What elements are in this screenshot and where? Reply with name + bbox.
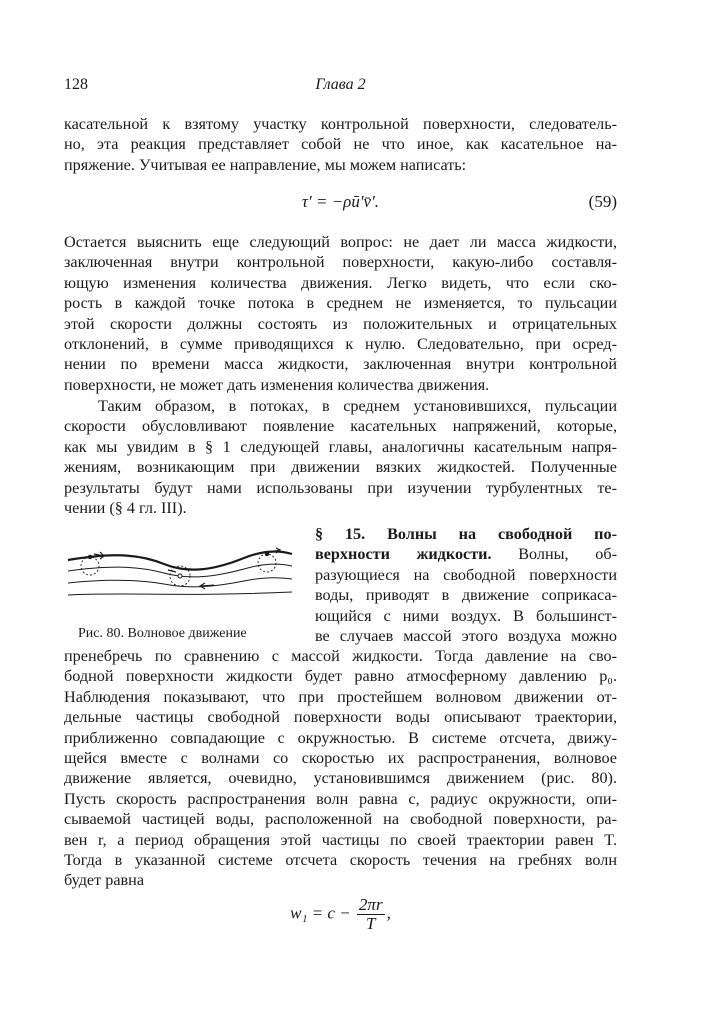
text-line: щейся вместе с волнами со скоростью их распространения, волновое [64,748,617,767]
text-line: Пусть скорость распространения волн равна c, радиус окружности, опи- [64,789,617,808]
equation-59 [64,192,617,218]
text-line: Остается выяснить еще следующий вопрос: не дает ли масса жидкости, [64,233,617,251]
text-line: Наблюдения показывают, что при простейшем волновом движении от- [64,687,617,706]
fraction-denominator: T [366,914,376,933]
page-header [64,76,617,100]
text-line: нении по времени масса жидкости, заключенная внутри контрольной [64,355,617,374]
text-line: будет равна [64,871,145,890]
text-line: дельные частицы свободной поверхности воды описывают траектории, [64,708,617,727]
text-line: результаты будут нами использованы при изучении турбулентных те- [64,478,617,497]
section-15-body [64,646,617,891]
text-line: движение является, очевидно, установившимся движением (рис. 80). [64,769,617,788]
equation-w1 [64,896,617,936]
text-line: пренебречь по сравнению с массой жидкости. Тогда давление на сво- [64,647,617,665]
equation-formula: τ′ = −ρū′v̄′. [301,192,380,211]
particle-middle [178,574,182,578]
text-line: разующиеся на свободной поверхности [315,565,617,584]
equation-lhs: w₁ = c − [290,903,351,923]
text-line: вен r, а период обращения этой частицы по своей траектории равен T. [64,830,617,849]
text-line: этой скорости должны состоять из положительных и отрицательных [64,314,617,333]
paragraph-2 [64,232,617,395]
text-line: ве случаев массой этого воздуха можно [315,626,617,645]
orbit-circle-right [258,554,276,572]
text-line: отклонений, в сумме приводящихся к нулю. Следовательно, при осред- [64,334,617,353]
text-line: чении (§ 4 гл. III). [64,498,187,517]
streamline-2 [68,578,292,587]
equation-tail: , [386,903,391,923]
orbit-circle-left [81,557,99,575]
figure-80 [64,540,294,650]
text-line: как мы увидим в § 1 следующей главы, аналогичны касательным напря- [64,437,617,456]
text-line: бодной поверхности жидкости будет равно атмосферному давлению p₀. [64,667,617,686]
section-heading-line-2 [315,544,617,564]
equation-number: (59) [588,192,617,211]
text-line: но, эта реакция представляет собой не что иное, как касательное на- [64,135,617,154]
text-line: заключенная внутри контрольной поверхности, какую-либо составля- [64,253,617,272]
text-line: Таким образом, в потоках, в среднем установившихся, пульсации [98,397,617,415]
text-line: приближенно совпадающие с окружностью. В системе отсчета, движу- [64,728,617,747]
text-line: воды, приводят в движение соприкаса- [315,586,617,605]
streamline-3 [68,592,292,595]
page-number: 128 [64,76,88,93]
text-line: ющийся с ними воздух. В большинст- [315,606,617,625]
text-line: пряжение. Учитывая ее направление, мы можем написать: [64,155,467,174]
particle-right [265,552,269,556]
text-line: сываемой частицей воды, расположенной на свободной поверхности, ра- [64,810,617,829]
running-head: Глава 2 [315,76,366,93]
text-line: рость в каждой точке потока в среднем не изменяется, то пульсации [64,294,617,313]
text-line: касательной к взятому участку контрольной поверхности, следователь- [64,115,617,133]
text-line: скорости обусловливают появление касательных напряжений, которые, [64,417,617,436]
section-15-heading-block [315,524,617,646]
text-line: жениям, возникающим при движении вязких жидкостей. Полученные [64,458,617,477]
text-line: Тогда в указанной системе отсчета скорость течения на гребнях волн [64,850,617,869]
particle-left [88,555,92,559]
section-heading: § 15. Волны на свободной по- [315,525,617,543]
section-heading-bold: верхности жидкости. [315,545,492,564]
text-line: ющую изменения количества движения. Легко видеть, что если ско- [64,273,617,292]
fraction [357,896,385,933]
paragraph-3 [64,396,617,518]
text-line: поверхности, не может дать изменения количества движения. [64,375,490,394]
wave-diagram [64,540,294,620]
fraction-numerator: 2πr [358,895,383,914]
figure-caption: Рис. 80. Волновое движение [78,626,247,641]
paragraph-1 [64,114,617,175]
text-line: Волны, об- [491,545,617,564]
